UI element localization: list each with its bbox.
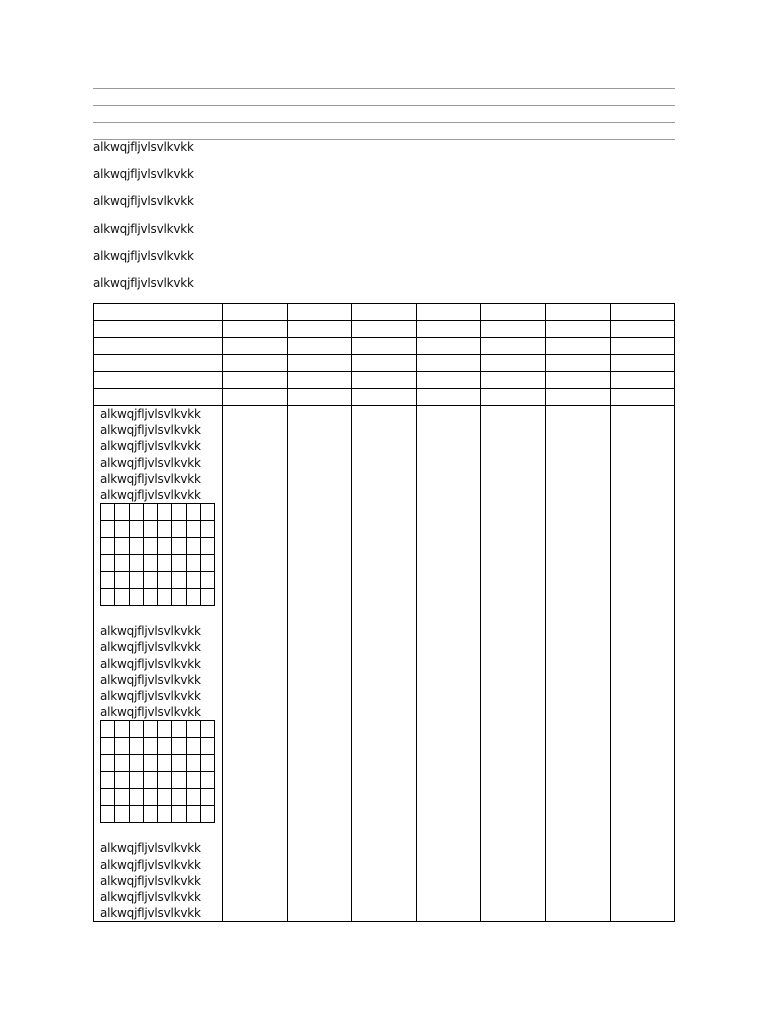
table-row — [94, 389, 675, 406]
table-cell — [94, 338, 223, 355]
nested-grid-table — [100, 503, 215, 606]
table-cell — [288, 355, 352, 372]
cell-text-line: alkwqjfljvlsvlkvkk — [100, 423, 201, 438]
cell-text-line: alkwqjfljvlsvlkvkk — [100, 640, 201, 655]
cell-text-line: alkwqjfljvlsvlkvkk — [100, 873, 201, 888]
table-cell — [352, 321, 417, 338]
table-row — [94, 372, 675, 389]
table-cell — [352, 338, 417, 355]
table-cell — [223, 304, 288, 321]
table-cell — [288, 406, 352, 922]
paragraph: alkwqjfljvlsvlkvkk — [93, 140, 194, 154]
nested-grid-2 — [100, 720, 222, 823]
cell-text-line: alkwqjfljvlsvlkvkk — [100, 488, 201, 503]
table-cell — [94, 372, 223, 389]
paragraph: alkwqjfljvlsvlkvkk — [93, 194, 194, 208]
table-cell — [223, 406, 288, 922]
rule-line-2 — [93, 105, 675, 106]
cell-text-line: alkwqjfljvlsvlkvkk — [100, 439, 201, 454]
table-row — [94, 321, 675, 338]
table-cell — [611, 355, 675, 372]
cell-text-line: alkwqjfljvlsvlkvkk — [100, 624, 201, 639]
rule-line-3 — [93, 122, 675, 123]
cell-text-line: alkwqjfljvlsvlkvkk — [100, 656, 201, 671]
table-cell — [352, 355, 417, 372]
nested-grid-1 — [100, 503, 222, 606]
table-cell — [417, 389, 481, 406]
table-cell — [417, 355, 481, 372]
table-row — [94, 338, 675, 355]
table-cell — [223, 389, 288, 406]
table-cell — [611, 321, 675, 338]
paragraph: alkwqjfljvlsvlkvkk — [93, 222, 194, 236]
table-cell — [288, 389, 352, 406]
table-cell — [481, 355, 546, 372]
text-block-1 — [100, 406, 222, 503]
table-cell — [352, 389, 417, 406]
cell-text-line: alkwqjfljvlsvlkvkk — [100, 906, 201, 921]
table-cell — [223, 355, 288, 372]
table-cell-content — [94, 406, 223, 922]
table-cell — [417, 338, 481, 355]
table-cell — [546, 389, 611, 406]
table-cell — [352, 406, 417, 922]
table-cell — [288, 321, 352, 338]
table-cell — [94, 304, 223, 321]
nested-grid-table — [100, 720, 215, 823]
table-cell — [417, 321, 481, 338]
paragraph: alkwqjfljvlsvlkvkk — [93, 249, 194, 263]
cell-text-line: alkwqjfljvlsvlkvkk — [100, 841, 201, 856]
cell-text-line: alkwqjfljvlsvlkvkk — [100, 471, 201, 486]
table-cell — [417, 372, 481, 389]
table-cell — [546, 406, 611, 922]
table-cell — [546, 372, 611, 389]
table-cell — [481, 338, 546, 355]
table-cell — [546, 355, 611, 372]
table-cell — [481, 389, 546, 406]
cell-text-line: alkwqjfljvlsvlkvkk — [100, 689, 201, 704]
table-cell — [611, 338, 675, 355]
table-cell — [611, 406, 675, 922]
cell-text-line: alkwqjfljvlsvlkvkk — [100, 455, 201, 470]
cell-text-line: alkwqjfljvlsvlkvkk — [100, 857, 201, 872]
table-cell — [481, 321, 546, 338]
table-cell — [288, 338, 352, 355]
table-cell — [288, 372, 352, 389]
table-cell — [417, 406, 481, 922]
table-row — [94, 355, 675, 372]
cell-text-line: alkwqjfljvlsvlkvkk — [100, 890, 201, 905]
table-cell — [223, 372, 288, 389]
text-block-3 — [100, 840, 222, 921]
cell-text-line: alkwqjfljvlsvlkvkk — [100, 407, 201, 421]
table-cell — [481, 372, 546, 389]
table-cell — [546, 338, 611, 355]
table-cell — [352, 304, 417, 321]
rule-line-1 — [93, 88, 675, 89]
table-cell — [94, 389, 223, 406]
table-cell — [481, 406, 546, 922]
table-cell — [417, 304, 481, 321]
table-cell — [94, 355, 223, 372]
table-row — [94, 406, 675, 922]
paragraph: alkwqjfljvlsvlkvkk — [93, 167, 194, 181]
table-cell — [94, 321, 223, 338]
table-cell — [223, 338, 288, 355]
table-cell — [611, 304, 675, 321]
table-cell — [546, 321, 611, 338]
table-row — [94, 304, 675, 321]
table-cell — [288, 304, 352, 321]
table-cell — [352, 372, 417, 389]
paragraph: alkwqjfljvlsvlkvkk — [93, 276, 194, 290]
cell-text-line: alkwqjfljvlsvlkvkk — [100, 672, 201, 687]
table-cell — [223, 321, 288, 338]
table-cell — [611, 389, 675, 406]
table-cell — [611, 372, 675, 389]
text-block-2 — [100, 623, 222, 720]
table-cell — [546, 304, 611, 321]
main-table — [93, 303, 675, 922]
table-cell — [481, 304, 546, 321]
cell-text-line: alkwqjfljvlsvlkvkk — [100, 705, 201, 720]
